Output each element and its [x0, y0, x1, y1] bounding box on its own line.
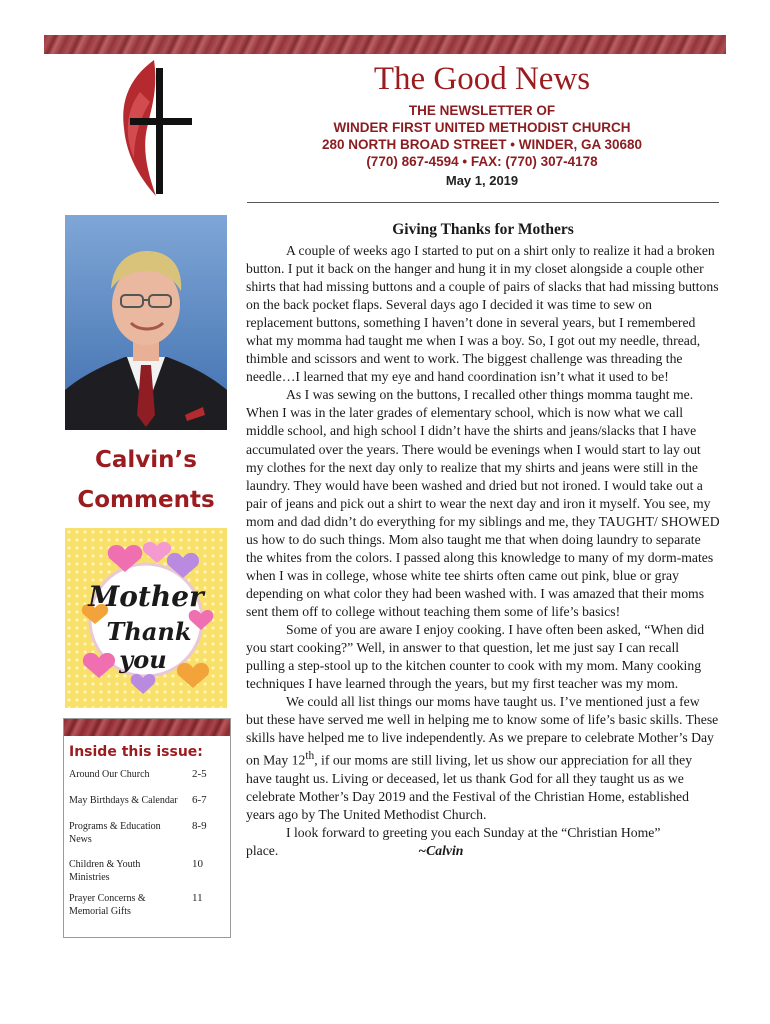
article-paragraph: [246, 693, 720, 824]
heading-line-1: Calvin’s: [95, 447, 197, 473]
toc-pages: 11: [192, 892, 203, 904]
inside-this-issue-box: [63, 718, 231, 938]
masthead-address: 280 NORTH BROAD STREET • WINDER, GA 30680: [321, 137, 643, 152]
toc-label: Programs & Education News: [69, 821, 161, 845]
masthead-info: [268, 102, 696, 189]
toc-row[interactable]: [64, 820, 230, 858]
toc-pages: 8-9: [192, 820, 207, 832]
toc-label: May Birthdays & Calendar: [69, 795, 178, 806]
newsletter-title: The Good News: [373, 61, 591, 97]
ordinal-suffix: th: [305, 750, 315, 763]
masthead-phone: (770) 867-4594 • FAX: (770) 307-4178: [366, 154, 598, 169]
inside-this-issue-title: Inside this issue:: [69, 744, 203, 760]
card-word-thank: Thank: [106, 617, 192, 646]
article-body: [246, 242, 720, 860]
top-decorative-band: [44, 35, 726, 54]
toc-pages: 6-7: [192, 794, 207, 806]
toc-row[interactable]: [64, 892, 230, 922]
masthead-line-1: THE NEWSLETTER OF: [408, 103, 556, 118]
paragraph-part: We could all list things our moms have taught us. I’ve mentioned just a few but these have served me well in helping me to know some of life’s basic skills. These skills have helped me to live independently. As we prepare to celebrate Mother’s Day on May 12: [246, 694, 719, 768]
calvins-comments-heading: [60, 440, 232, 520]
issue-date: May 1, 2019: [445, 173, 519, 188]
toc-label: Prayer Concerns & Memorial Gifts: [69, 893, 146, 917]
signature: ~Calvin: [418, 843, 464, 859]
toc-row[interactable]: [64, 768, 230, 794]
card-word-you: you: [119, 645, 167, 674]
card-word-mother: Mother: [88, 580, 204, 613]
inside-box-band: [64, 719, 230, 736]
toc-pages: 10: [192, 858, 203, 870]
paragraph-part: , if our moms are still living, let us show our appreciation for all they have taught us. Living or deceased, let us thank God for all they taught us as we celebrate Mother’s Day 2019 and the Festival of the Christian Home, established years ago by The United Methodist Church.: [246, 752, 693, 823]
masthead-church-name: WINDER FIRST UNITED METHODIST CHURCH: [333, 120, 631, 135]
article-title: Giving Thanks for Mothers: [392, 221, 574, 238]
toc-pages: 2-5: [192, 768, 207, 780]
heading-line-2: Comments: [77, 487, 215, 513]
pastor-portrait-photo: [65, 215, 227, 430]
article-paragraph: Some of you are aware I enjoy cooking. I have often been asked, “When did you start cooking?” Well, in answer to that question, let me just say I can recall pulling a step-stool up to the kitchen counter to cook with my mom. Many cooking techniques I have learned through the years, but my first teacher was my mom.: [246, 621, 705, 692]
article-paragraph: [246, 824, 720, 860]
header-divider: [247, 202, 719, 203]
toc-label: Children & Youth Ministries: [69, 859, 141, 883]
article-paragraph: As I was sewing on the buttons, I recalled other things momma taught me. When I was in the later grades of elementary school, which is now what we call middle school, and high school I didn’t have the shirts and jeans/slacks that I have accumulated over the years. There would be evenings when I would start to lay out my clothes for the next day only to realize that my shirts and jeans were still in the laundry. They would have been washed and dried but not ironed. I would take out a pair of jeans and pick out a shirt to wear the next day and iron it myself. You see, my mom and dad didn’t do everything for my siblings and me, they TAUGHT/ SHOWED us how to do such things. Mom also taught me that when doing laundry to separate the whites from the colors. I passed along this knowledge to many of my dorm-mates when I was in college, whose white tee shirts often came out pink, blue or gray depending on what color they had been washed with. I was amazed that their moms sent them off to college without teaching them some of life’s basics!: [246, 387, 720, 619]
cross-and-flame-logo-icon: [112, 58, 194, 198]
toc-row[interactable]: [64, 794, 230, 820]
closing-text: I look forward to greeting you each Sunday at the “Christian Home” place.: [246, 825, 661, 859]
mothers-day-card-image: [65, 528, 227, 708]
toc-row[interactable]: [64, 858, 230, 892]
article-paragraph: A couple of weeks ago I started to put on a shirt only to realize it had a broken button. I put it back on the hanger and hung it in my closet alongside a couple other shirts that had missing buttons and a couple of pairs of slacks that had missing buttons on the back pocket flaps. Several days ago I decided it was time to sew on replacement buttons, something I haven’t done in several years, but I remembered what my momma had taught me when I was a boy. So, I got out my needle, thread, thimble and scissors and went to work. The biggest challenge was threading the needle…I learned that my eye and hand coordination isn’t what it used to be!: [246, 243, 719, 385]
toc-label: Around Our Church: [69, 769, 150, 780]
